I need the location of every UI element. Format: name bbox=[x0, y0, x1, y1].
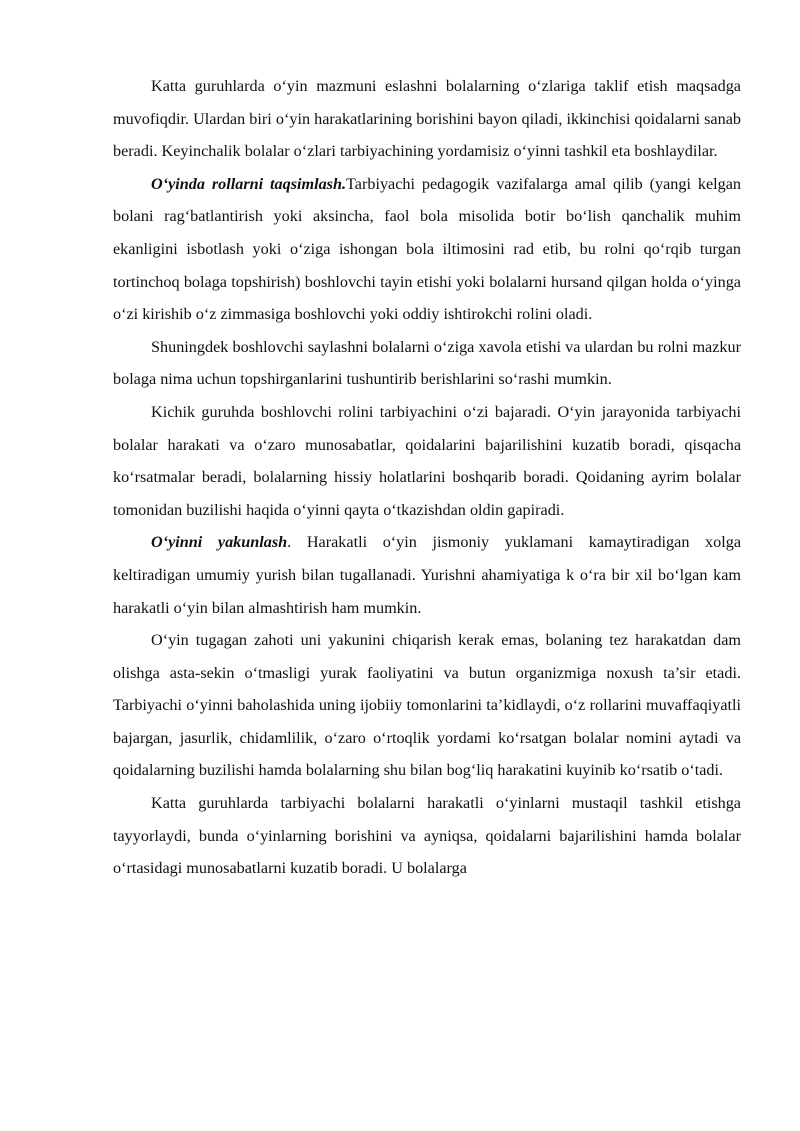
paragraph-1 bbox=[113, 70, 741, 168]
paragraph-6 bbox=[113, 624, 741, 787]
paragraph-2-text: Tarbiyachi pedagogik vazifalarga amal qilib (yangi kelgan bolani rag‘batlantirish yoki aksincha, faol bola misolida botir bo‘lish qanchalik muhim ekanligini isbotlash yoki o‘ziga ishongan bola iltimosini rad etib, bu rolni qo‘rqib turgan tortinchoq bolaga topshirish) boshlovchi tayin etishi yoki bolalarni hursand qilgan holda o‘yinga o‘zi kirishib o‘z zimmasiga boshlovchi yoki oddiy ishtirokchi rolini oladi. bbox=[113, 174, 741, 324]
paragraph-1-text: Katta guruhlarda o‘yin mazmuni eslashni bolalarning o‘zlariga taklif etish maqsadga muvofiqdir. Ulardan biri o‘yin harakatlarining borishini bayon qiladi, ikkinchisi qoidalarni sanab beradi. Keyinchalik bolalar o‘zlari tarbiyachining yordamisiz o‘yinni tashkil eta boshlaydilar. bbox=[113, 77, 741, 161]
paragraph-5 bbox=[113, 526, 741, 624]
paragraph-4-text: Kichik guruhda boshlovchi rolini tarbiyachini o‘zi bajaradi. O‘yin jarayonida tarbiyachi bolalar harakati va o‘zaro munosabatlar, qoidalarini bajarilishini kuzatib boradi, qisqacha ko‘rsatmalar beradi, bolalarning hissiy holatlarini boshqarib boradi. Qoidaning ayrim bolalar tomonidan buzilishi haqida o‘yinni qayta o‘tkazishdan oldin gapiradi. bbox=[113, 402, 741, 519]
paragraph-5-heading: O‘yinni yakunlash bbox=[151, 533, 288, 552]
paragraph-3 bbox=[113, 331, 741, 396]
paragraph-7 bbox=[113, 787, 741, 885]
paragraph-3-text: Shuningdek boshlovchi saylashni bolalarni o‘ziga xavola etishi va ulardan bu rolni mazkur bolaga nima uchun topshirganlarini tushuntirib berishlarini so‘rashi mumkin. bbox=[113, 337, 741, 389]
document-page bbox=[113, 70, 741, 885]
paragraph-5-text: . Harakatli o‘yin jismoniy yuklamani kamaytiradigan xolga keltiradigan umumiy yurish bilan tugallanadi. Yurishni ahamiyatiga k o‘ra bir xil bo‘lgan kam harakatli o‘yin bilan almashtirish ham mumkin. bbox=[113, 533, 741, 617]
paragraph-6-text: O‘yin tugagan zahoti uni yakunini chiqarish kerak emas, bolaning tez harakatdan dam olishga asta-sekin o‘tmasligi yurak faoliyatini va butun organizmiga noxush ta’sir etadi. Tarbiyachi o‘yinni baholashida uning ijobiiy tomonlarini ta’kidlaydi, o‘z rollarini muvaffaqiyatli bajargan, jasurlik, chidamlilik, o‘zaro o‘rtoqlik yordami ko‘rsatgan bolalar nomini aytadi va qoidalarning buzilishi hamda bolalarning shu bilan bog‘liq harakatini kuyinib ko‘rsatib o‘tadi. bbox=[113, 631, 741, 780]
paragraph-2-heading: O‘yinda rollarni taqsimlash. bbox=[151, 174, 347, 193]
paragraph-4 bbox=[113, 396, 741, 526]
paragraph-2 bbox=[113, 168, 741, 331]
paragraph-7-text: Katta guruhlarda tarbiyachi bolalarni harakatli o‘yinlarni mustaqil tashkil etishga tayyorlaydi, bunda o‘yinlarning borishini va ayniqsa, qoidalarni bajarilishini hamda bolalar o‘rtasidagi munosabatlarni kuzatib boradi. U bolalarga bbox=[113, 794, 741, 878]
